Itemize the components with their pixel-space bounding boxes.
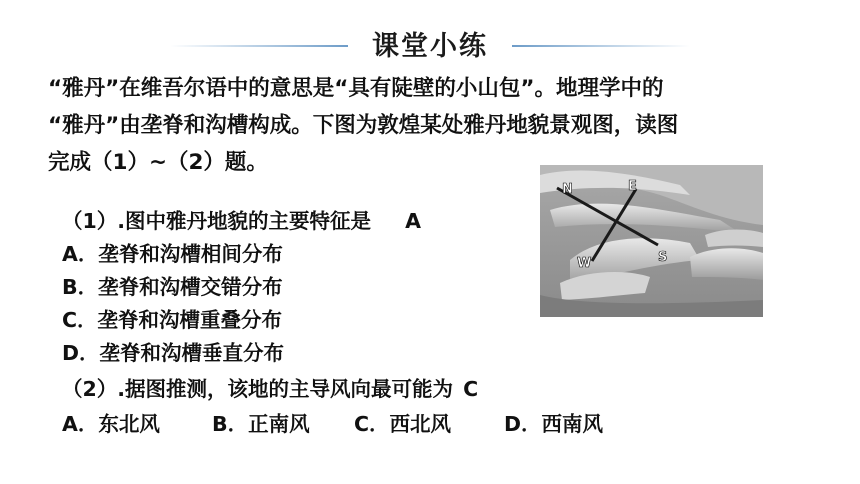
question-2-option-b: B．正南风 (212, 412, 310, 436)
question-1-stem: （1）.图中雅丹地貌的主要特征是 (62, 209, 372, 233)
compass-s-label: S (658, 250, 668, 265)
page-title: 课堂小练 (372, 31, 488, 62)
question-2-stem: （2）.据图推测，该地的主导风向最可能为 (62, 377, 454, 401)
question-1-stem-row (62, 204, 421, 234)
intro-line: “雅丹”由垄脊和沟槽构成。下图为敦煌某处雅丹地貌景观图，读图 (48, 113, 679, 138)
title-decor-line-right (512, 45, 690, 47)
question-2-option-d: D．西南风 (504, 412, 604, 436)
question-2-option-a: A．东北风 (62, 412, 160, 436)
question-2-options-row (62, 407, 603, 437)
question-1-option-d: D．垄脊和沟槽垂直分布 (62, 341, 285, 365)
question-2-answer: C (463, 377, 479, 401)
question-2-stem-row (62, 372, 478, 402)
compass-e-label: E (628, 179, 637, 194)
question-1-option-b: B．垄脊和沟槽交错分布 (62, 275, 283, 299)
compass-w-label: W (577, 256, 592, 271)
intro-line: 完成（1）~（2）题。 (48, 150, 268, 175)
yardang-photo-illustration (540, 165, 763, 317)
question-1-option-a: A．垄脊和沟槽相间分布 (62, 242, 283, 266)
title-area (0, 22, 860, 62)
question-1-answer: A (405, 209, 421, 233)
question-2-option-c: C．西北风 (354, 412, 452, 436)
question-1-option-c: C．垄脊和沟槽重叠分布 (62, 308, 283, 332)
ridge-shape (690, 248, 763, 280)
yardang-landscape-photo (540, 165, 763, 317)
intro-line: “雅丹”在维吾尔语中的意思是“具有陡壁的小山包”。地理学中的 (48, 76, 664, 101)
compass-n-label: N (562, 182, 573, 197)
